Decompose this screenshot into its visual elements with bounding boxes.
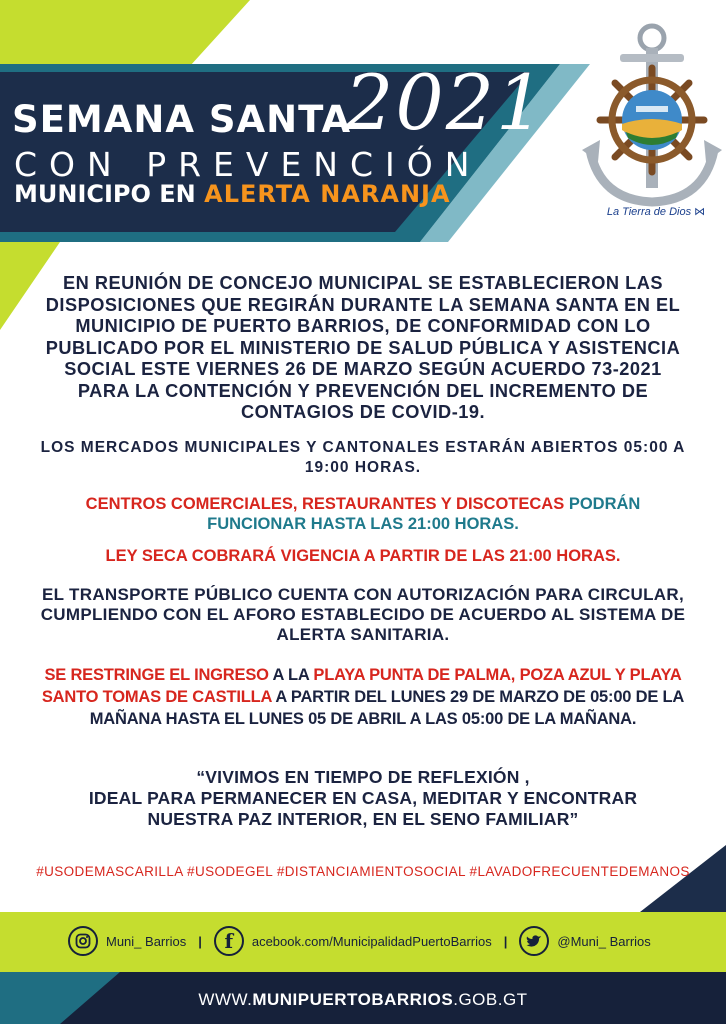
restriction-red-text: SE RESTRINGE EL INGRESO — [44, 666, 269, 684]
beaches-red-text: PLAYA PUNTA DE PALMA, POZA AZUL Y PLAYA SANTO TOMAS DE CASTILLA — [41, 666, 682, 706]
title-semana-santa: SEMANA SANTA — [12, 98, 352, 141]
facebook-icon[interactable]: f — [214, 926, 244, 956]
commerce-teal-text: PODRÁN FUNCIONAR HASTA LAS 21:00 HORAS. — [207, 495, 641, 533]
quote-line-2: IDEAL PARA PERMANECER EN CASA, MEDITAR Y ENCONTRAR — [88, 788, 638, 808]
beach-restriction-paragraph — [40, 664, 686, 730]
facebook-link[interactable]: acebook.com/MunicipalidadPuertoBarrios — [251, 933, 492, 949]
separator: | — [503, 933, 508, 949]
title-con-prevencion: CON PREVENCIÓN — [14, 145, 482, 184]
title-year: 2021 — [345, 58, 547, 147]
quote-line-1: “VIVIMOS EN TIEMPO DE REFLEXIÓN , — [196, 767, 530, 787]
municipality-anchor-logo — [580, 20, 724, 220]
instagram-icon[interactable] — [68, 926, 98, 956]
quote-paragraph — [40, 767, 686, 830]
title-alert-prefix: MUNICIPO EN — [14, 180, 196, 208]
logo-caption: La Tierra de Dios ⋈ — [606, 206, 706, 218]
website-link[interactable]: WWW.MUNIPUERTOBARRIOS.GOB.GT — [198, 990, 528, 1009]
intro-paragraph: EN REUNIÓN DE CONCEJO MUNICIPAL SE ESTABLECIERON LAS DISPOSICIONES QUE REGIRÁN DURANTE LA SEMANA SANTA EN EL MUNICIPIO DE PUERTO BARRIOS, DE CONFORMIDAD CON LO PUBLICADO POR EL MINISTERIO DE SALUD PÚBLICA Y ASISTENCIA SOCIAL ESTE VIERNES 26 DE MARZO SEGÚN ACUERDO 73-2021 PARA LA CONTENCIÓN Y PREVENCIÓN DEL INCREMENTO DE CONTAGIOS DE COVID-19. — [45, 273, 681, 422]
restriction-mid-text: A LA — [272, 666, 310, 684]
quote-line-3: NUESTRA PAZ INTERIOR, EN EL SENO FAMILIAR” — [147, 809, 579, 829]
instagram-handle[interactable]: Muni_ Barrios — [106, 933, 187, 949]
hashtags: #USODEMASCARILLA #USODEGEL #DISTANCIAMIENTOSOCIAL #LAVADOFRECUENTEDEMANOS — [36, 864, 690, 879]
markets-paragraph: LOS MERCADOS MUNICIPALES Y CANTONALES ESTARÁN ABIERTOS 05:00 A 19:00 HORAS. — [40, 439, 686, 476]
fish-icon: ⋈ — [694, 206, 706, 218]
separator: | — [198, 933, 202, 949]
restriction-dates-text: A PARTIR DEL LUNES 29 DE MARZO DE 05:00 DE LA MAÑANA HASTA EL LUNES 05 DE ABRIL A LAS 05:00 DE LA MAÑANA. — [89, 688, 685, 728]
twitter-icon[interactable] — [519, 926, 549, 956]
ley-seca-paragraph: LEY SECA COBRARÁ VIGENCIA A PARTIR DE LAS 21:00 HORAS. — [105, 547, 621, 565]
social-bar — [68, 923, 651, 959]
transport-paragraph: EL TRANSPORTE PÚBLICO CUENTA CON AUTORIZACIÓN PARA CIRCULAR, CUMPLIENDO CON EL AFORO ESTABLECIDO DE ACUERDO AL SISTEMA DE ALERTA SANITARIA. — [40, 585, 686, 644]
commerce-red-text: CENTROS COMERCIALES, RESTAURANTES Y DISCOTECAS — [85, 495, 565, 513]
twitter-handle[interactable]: @Muni_ Barrios — [557, 933, 651, 949]
alert-naranja-label: ALERTA NARANJA — [204, 180, 451, 208]
title-alert-line — [14, 180, 451, 208]
commerce-paragraph — [40, 494, 686, 534]
